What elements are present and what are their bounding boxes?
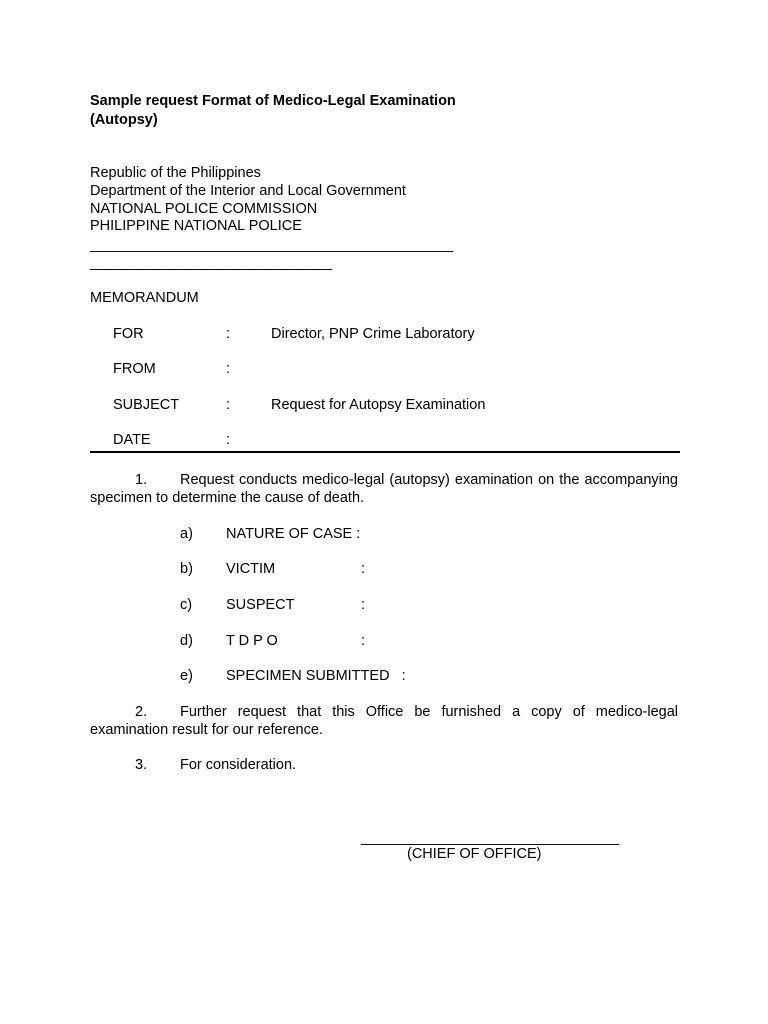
memo-date-colon: :	[226, 432, 231, 448]
item-d-colon: :	[361, 633, 366, 649]
header-blank-line-2: ______________________________	[90, 255, 332, 271]
header-blank-line-1: _____________________________________________	[90, 237, 453, 253]
memo-from-label: FROM	[113, 361, 156, 377]
paragraph-1-number: 1.	[135, 472, 148, 488]
paragraph-2-number: 2.	[135, 704, 148, 720]
paragraph-1	[90, 471, 678, 507]
document-title: Sample request Format of Medico-Legal Examination	[90, 93, 456, 109]
memo-subject-label: SUBJECT	[113, 397, 180, 413]
memo-for-label: FOR	[113, 326, 144, 342]
memo-for-colon: :	[226, 326, 231, 342]
item-b-colon: :	[361, 561, 366, 577]
paragraph-3-number: 3.	[135, 757, 148, 773]
memo-subject-value: Request for Autopsy Examination	[271, 397, 486, 413]
header-republic: Republic of the Philippines	[90, 165, 261, 181]
item-c-label: SUSPECT	[226, 597, 295, 613]
paragraph-2	[90, 703, 678, 739]
document-subtitle: (Autopsy)	[90, 112, 158, 128]
item-d-label: T D P O	[226, 633, 278, 649]
item-d-letter: d)	[180, 633, 193, 649]
memo-subject-colon: :	[226, 397, 231, 413]
item-b-letter: b)	[180, 561, 193, 577]
signature-line: ________________________________	[361, 830, 620, 846]
item-c-letter: c)	[180, 597, 193, 613]
header-pnp: PHILIPPINE NATIONAL POLICE	[90, 218, 302, 234]
header-department: Department of the Interior and Local Government	[90, 183, 406, 199]
memo-from-colon: :	[226, 361, 231, 377]
signature-title: (CHIEF OF OFFICE)	[407, 846, 542, 862]
item-c-colon: :	[361, 597, 366, 613]
memo-date-label: DATE	[113, 432, 151, 448]
header-commission: NATIONAL POLICE COMMISSION	[90, 201, 318, 217]
memo-divider	[90, 451, 680, 453]
memo-for-value: Director, PNP Crime Laboratory	[271, 326, 475, 342]
item-a-label: NATURE OF CASE :	[226, 526, 361, 542]
item-b-label: VICTIM	[226, 561, 276, 577]
item-e-label: SPECIMEN SUBMITTED :	[226, 668, 406, 684]
item-a-letter: a)	[180, 526, 193, 542]
paragraph-3-text: For consideration.	[180, 757, 297, 773]
item-e-letter: e)	[180, 668, 193, 684]
memo-title: MEMORANDUM	[90, 290, 199, 306]
paragraph-2-text: Further request that this Office be furnished a copy of medico-legal examination result for our reference.	[90, 704, 678, 738]
paragraph-1-text: Request conducts medico-legal (autopsy) examination on the accompanying specimen to determine the cause of death.	[90, 472, 678, 506]
